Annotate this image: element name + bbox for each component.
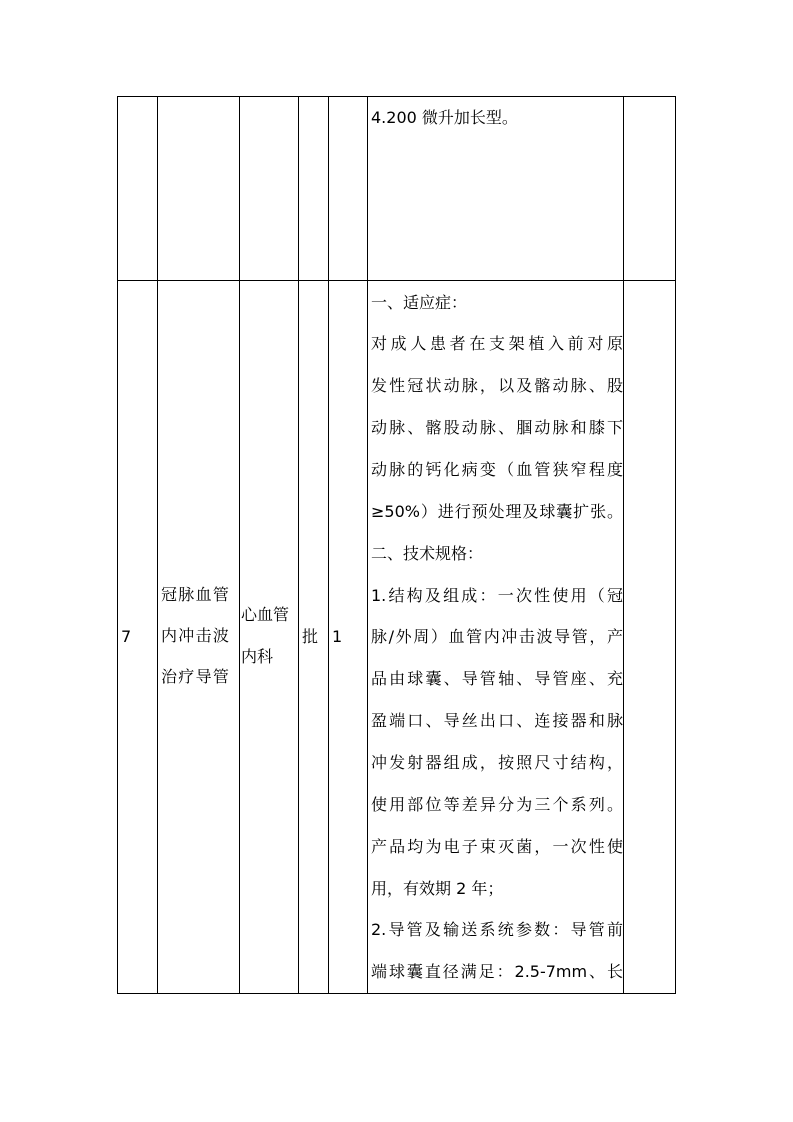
spec-line: 动脉、髂股动脉、腘动脉和膝下	[371, 418, 623, 437]
department-line: 心血管	[241, 605, 290, 624]
spec-line: 一、适应症：	[371, 293, 468, 312]
spec-line: 冲发射器组成，按照尺寸结构，	[371, 753, 623, 772]
product-name-line: 治疗导管	[161, 667, 231, 686]
col-divider-1	[157, 96, 158, 994]
spec-line: ≥50%）进行预处理及球囊扩张。	[371, 502, 623, 521]
spec-line: 脉/外周）血管内冲击波导管，产	[371, 627, 623, 646]
table-cell-unit: 批	[302, 627, 319, 646]
table-cell-index: 7	[121, 627, 132, 646]
row-divider	[117, 280, 676, 281]
spec-line: 动脉的钙化病变（血管狭窄程度	[371, 460, 623, 479]
spec-line: 盈端口、导丝出口、连接器和脉	[371, 711, 623, 730]
spec-prev-line: 4.200 微升加长型。	[371, 108, 518, 127]
spec-line: 对成人患者在支架植入前对原	[371, 334, 623, 353]
col-divider-5	[367, 96, 368, 994]
table-border-right	[675, 96, 676, 994]
product-name-line: 内冲击波	[161, 626, 231, 645]
table-cell-quantity: 1	[332, 627, 343, 646]
col-divider-4	[328, 96, 329, 994]
col-divider-3	[298, 96, 299, 994]
table-border-top	[117, 96, 676, 97]
department-line: 内科	[241, 647, 274, 666]
col-divider-6	[623, 96, 624, 994]
spec-line: 产品均为电子束灭菌，一次性使	[371, 837, 623, 856]
spec-line: 1.结构及组成：一次性使用（冠	[371, 586, 623, 605]
spec-line: 2.导管及输送系统参数：导管前	[371, 920, 623, 939]
spec-line: 用，有效期 2 年；	[371, 879, 504, 898]
col-divider-2	[239, 96, 240, 994]
spec-line: 二、技术规格：	[371, 544, 484, 563]
table-border-left	[117, 96, 118, 994]
spec-line: 使用部位等差异分为三个系列。	[371, 795, 623, 814]
table-border-bottom	[117, 993, 676, 994]
table-cell-spec-prev	[371, 108, 518, 128]
spec-line: 品由球囊、导管轴、导管座、充	[371, 669, 623, 688]
product-name-line: 冠脉血管	[161, 585, 231, 604]
spec-line: 端球囊直径满足：2.5-7mm、长	[371, 962, 623, 981]
spec-line: 发性冠状动脉，以及髂动脉、股	[371, 376, 623, 395]
